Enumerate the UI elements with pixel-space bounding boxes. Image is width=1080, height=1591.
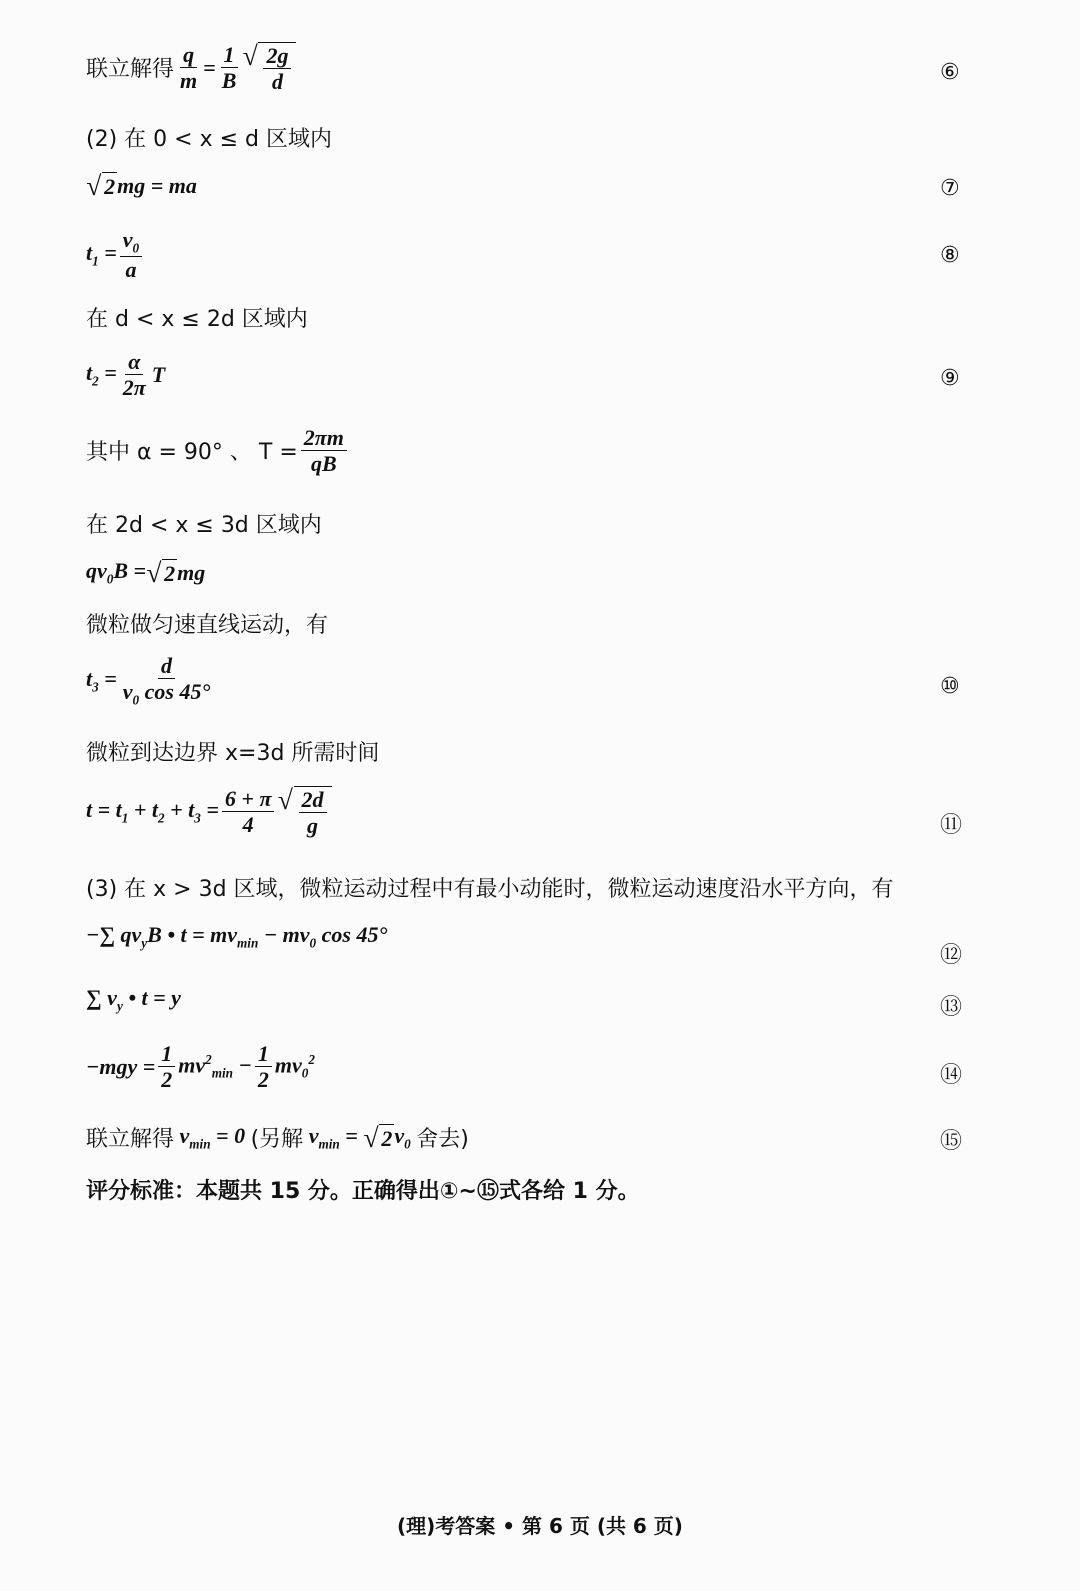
lianli-label-2: 联立解得	[86, 1127, 175, 1152]
mark-13: ⑬	[940, 995, 963, 1020]
equation-15: 联立解得 $v_{min} = 0$ (另解 $v_{min}$ = √ 2 $v_0$ 舍去)	[86, 1121, 469, 1153]
region-d-2d: 在 d < x ≤ 2d 区域内	[86, 307, 308, 332]
region-2d-3d: 在 2d < x ≤ 3d 区域内	[86, 513, 322, 538]
equation-7: √ 2 mg = ma	[86, 170, 197, 201]
equation-12: −∑ $qv_yB$ • $t = mv_{min} - mv_0$ cos 45°	[86, 922, 388, 951]
part3-heading: (3) 在 x > 3d 区域，微粒运动过程中有最小动能时，微粒运动速度沿水平方向，有	[86, 877, 894, 902]
mark-11: ⑪	[940, 813, 963, 838]
part2-heading: (2) 在 0 < x ≤ d 区域内	[86, 127, 332, 152]
discard-label: 舍去)	[416, 1127, 469, 1152]
equation-11: $t = t_1 + t_2 + t_3$ = $\frac{6 + \pi}{4}$ √ $\frac{2d}{g}$	[86, 786, 332, 837]
equation-14: −mgy = $\frac{1}{2}$ $mv^2_{min}$ − $\frac{1}{2}$ $mv_0^2$	[86, 1041, 315, 1093]
mark-15: ⑮	[940, 1129, 963, 1154]
mark-9: ⑨	[940, 366, 960, 391]
mark-6: ⑥	[940, 60, 960, 85]
equation-8: $t_1$ = $\frac{v_0}{a}$	[86, 228, 145, 281]
equation-6: 联立解得 $\frac{q}{m}$ = $\frac{1}{B}$ √ $\frac{2g}{d}$	[86, 42, 296, 93]
alt-solution-label: (另解	[250, 1127, 304, 1152]
equation-10: $t_3$ = $\frac{d}{v_0 \cos 45^\circ}$	[86, 653, 211, 708]
mark-10: ⑩	[940, 674, 960, 699]
lianli-label: 联立解得	[86, 57, 175, 83]
equation-13: ∑ $v_y$ • t = y	[86, 985, 181, 1014]
mark-12: ⑫	[940, 943, 963, 968]
equation-9: $t_2$ = $\frac{\alpha}{2\pi}$ T	[86, 349, 166, 401]
equation-balance: $qv_0B$ = √ 2 mg	[86, 556, 206, 588]
frac-1-B: $\frac{1}{B}$	[221, 42, 237, 94]
alpha-text: 其中 α = 90° 、 T =	[86, 440, 298, 466]
mark-7: ⑦	[940, 176, 960, 201]
mark-8: ⑧	[940, 243, 960, 268]
sqrt-2g-d: √ $\frac{2g}{d}$	[242, 42, 296, 93]
uniform-motion-text: 微粒做匀速直线运动，有	[86, 613, 329, 638]
alpha-period-line: 其中 α = 90° 、 T = $\frac{2\pi m}{qB}$	[86, 426, 350, 475]
page-footer: (理)考答案 • 第 6 页 (共 6 页)	[397, 1514, 683, 1538]
frac-q-m: $\frac{q}{m}$	[180, 42, 198, 94]
mark-14: ⑭	[940, 1063, 963, 1088]
boundary-time-text: 微粒到达边界 x=3d 所需时间	[86, 741, 380, 766]
scoring-standard: 评分标准：本题共 15 分。正确得出①~⑮式各给 1 分。	[86, 1179, 640, 1204]
